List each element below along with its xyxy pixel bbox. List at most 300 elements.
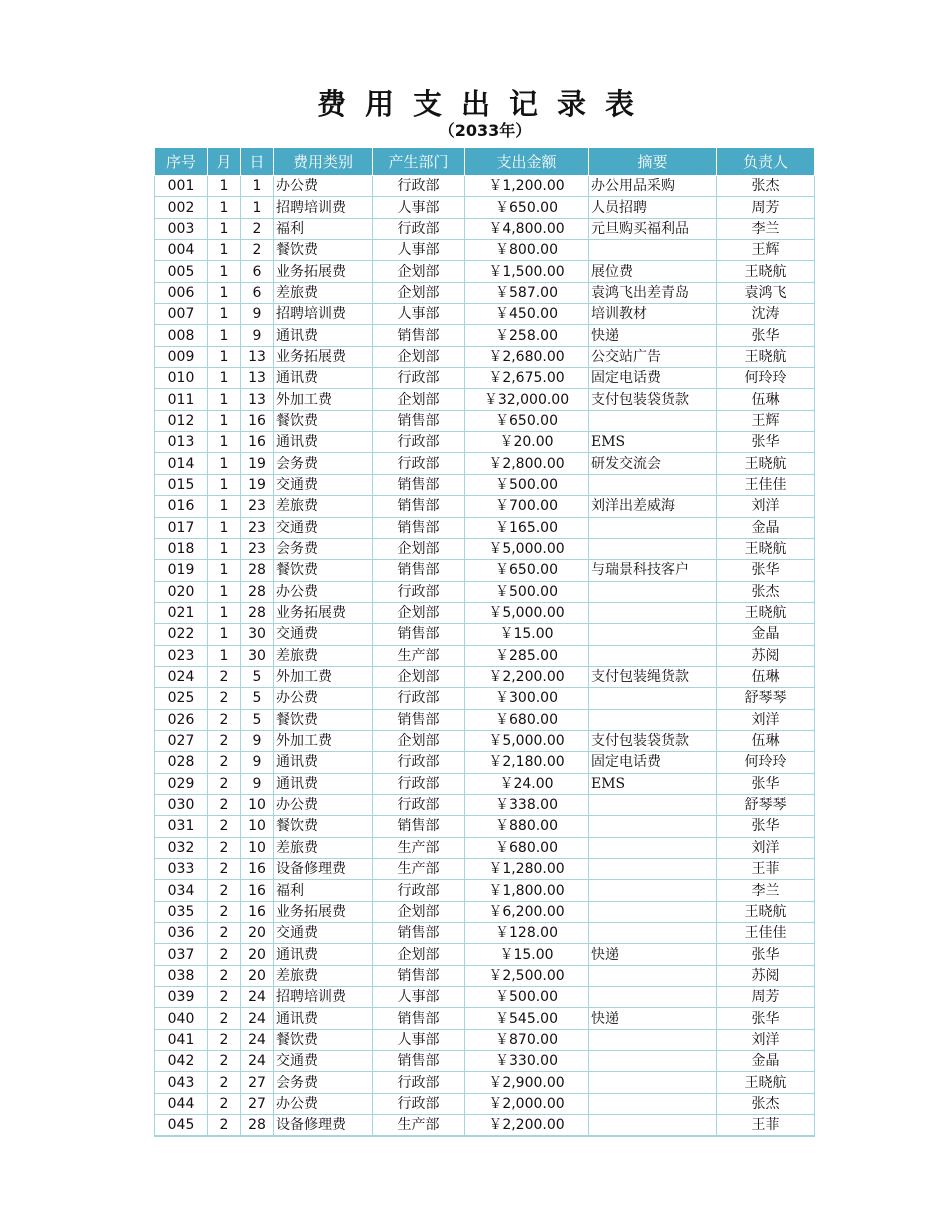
cell-day: 27 <box>241 1093 274 1114</box>
cell-owner: 金晶 <box>717 1051 815 1072</box>
cell-summary: 展位费 <box>589 261 717 282</box>
document-title: 费用支出记录表 <box>316 87 653 121</box>
cell-category: 通讯费 <box>274 944 373 965</box>
cell-day: 10 <box>241 816 274 837</box>
cell-department: 生产部 <box>373 837 465 858</box>
cell-amount: ￥5,000.00 <box>465 538 589 559</box>
cell-day: 2 <box>241 218 274 239</box>
cell-owner: 周芳 <box>717 987 815 1008</box>
table-row <box>155 666 815 687</box>
cell-category: 业务拓展费 <box>274 346 373 367</box>
cell-department: 销售部 <box>373 325 465 346</box>
table-body <box>155 176 815 1137</box>
cell-amount: ￥545.00 <box>465 1008 589 1029</box>
cell-amount: ￥2,200.00 <box>465 666 589 687</box>
cell-index: 020 <box>155 581 208 602</box>
cell-category: 外加工费 <box>274 389 373 410</box>
table-row <box>155 965 815 986</box>
cell-department: 行政部 <box>373 752 465 773</box>
cell-owner: 张杰 <box>717 581 815 602</box>
cell-category: 办公费 <box>274 581 373 602</box>
cell-month: 2 <box>208 666 241 687</box>
cell-amount: ￥5,000.00 <box>465 602 589 623</box>
cell-summary: 支付包装袋货款 <box>589 730 717 751</box>
table-row <box>155 197 815 218</box>
cell-summary <box>589 880 717 901</box>
cell-index: 007 <box>155 304 208 325</box>
table-row <box>155 624 815 645</box>
table-row <box>155 645 815 666</box>
cell-month: 1 <box>208 645 241 666</box>
cell-month: 2 <box>208 730 241 751</box>
cell-index: 001 <box>155 176 208 197</box>
cell-amount: ￥2,000.00 <box>465 1093 589 1114</box>
cell-index: 006 <box>155 282 208 303</box>
table-row <box>155 581 815 602</box>
cell-owner: 伍琳 <box>717 730 815 751</box>
cell-month: 1 <box>208 304 241 325</box>
cell-day: 19 <box>241 474 274 495</box>
table-row <box>155 688 815 709</box>
cell-amount: ￥2,675.00 <box>465 368 589 389</box>
cell-category: 招聘培训费 <box>274 987 373 1008</box>
cell-day: 23 <box>241 538 274 559</box>
cell-department: 人事部 <box>373 304 465 325</box>
cell-category: 业务拓展费 <box>274 901 373 922</box>
cell-summary: 快递 <box>589 325 717 346</box>
cell-month: 1 <box>208 538 241 559</box>
cell-category: 会务费 <box>274 1072 373 1093</box>
cell-month: 2 <box>208 1051 241 1072</box>
cell-owner: 王晓航 <box>717 901 815 922</box>
cell-month: 1 <box>208 218 241 239</box>
cell-amount: ￥2,680.00 <box>465 346 589 367</box>
cell-amount: ￥15.00 <box>465 624 589 645</box>
table-row <box>155 752 815 773</box>
cell-category: 交通费 <box>274 517 373 538</box>
cell-summary: 元旦购买福利品 <box>589 218 717 239</box>
table-row <box>155 1029 815 1050</box>
table-row <box>155 218 815 239</box>
cell-summary <box>589 645 717 666</box>
cell-department: 人事部 <box>373 987 465 1008</box>
cell-day: 6 <box>241 282 274 303</box>
cell-owner: 舒琴琴 <box>717 794 815 815</box>
cell-index: 021 <box>155 602 208 623</box>
cell-owner: 何玲玲 <box>717 368 815 389</box>
cell-day: 28 <box>241 581 274 602</box>
cell-department: 行政部 <box>373 453 465 474</box>
cell-department: 销售部 <box>373 560 465 581</box>
cell-index: 033 <box>155 859 208 880</box>
cell-owner: 王菲 <box>717 1115 815 1137</box>
table-row <box>155 794 815 815</box>
cell-department: 生产部 <box>373 1115 465 1137</box>
cell-day: 23 <box>241 517 274 538</box>
cell-owner: 张华 <box>717 816 815 837</box>
cell-summary <box>589 1051 717 1072</box>
document-subtitle: （2033年） <box>438 121 532 140</box>
table-row <box>155 837 815 858</box>
table-row <box>155 282 815 303</box>
cell-department: 企划部 <box>373 730 465 751</box>
table-row <box>155 773 815 794</box>
cell-month: 2 <box>208 923 241 944</box>
cell-category: 外加工费 <box>274 666 373 687</box>
cell-owner: 舒琴琴 <box>717 688 815 709</box>
cell-index: 028 <box>155 752 208 773</box>
cell-month: 1 <box>208 581 241 602</box>
cell-amount: ￥15.00 <box>465 944 589 965</box>
cell-category: 会务费 <box>274 453 373 474</box>
cell-department: 企划部 <box>373 282 465 303</box>
table-row <box>155 1115 815 1137</box>
cell-owner: 王晓航 <box>717 453 815 474</box>
cell-month: 2 <box>208 1029 241 1050</box>
cell-summary: EMS <box>589 773 717 794</box>
cell-index: 023 <box>155 645 208 666</box>
cell-department: 行政部 <box>373 1093 465 1114</box>
cell-category: 交通费 <box>274 1051 373 1072</box>
cell-summary: 支付包装绳货款 <box>589 666 717 687</box>
cell-index: 010 <box>155 368 208 389</box>
cell-month: 1 <box>208 240 241 261</box>
cell-owner: 张华 <box>717 560 815 581</box>
cell-owner: 伍琳 <box>717 389 815 410</box>
cell-amount: ￥2,200.00 <box>465 1115 589 1137</box>
cell-index: 045 <box>155 1115 208 1137</box>
cell-amount: ￥4,800.00 <box>465 218 589 239</box>
cell-owner: 张杰 <box>717 176 815 197</box>
cell-day: 23 <box>241 496 274 517</box>
cell-day: 24 <box>241 1029 274 1050</box>
cell-department: 行政部 <box>373 581 465 602</box>
cell-owner: 张杰 <box>717 1093 815 1114</box>
cell-owner: 王佳佳 <box>717 923 815 944</box>
table-row <box>155 1008 815 1029</box>
cell-owner: 王晓航 <box>717 261 815 282</box>
table-row <box>155 389 815 410</box>
cell-day: 20 <box>241 944 274 965</box>
cell-department: 销售部 <box>373 474 465 495</box>
cell-amount: ￥285.00 <box>465 645 589 666</box>
cell-day: 9 <box>241 752 274 773</box>
table-row <box>155 730 815 751</box>
cell-day: 24 <box>241 1051 274 1072</box>
cell-category: 差旅费 <box>274 496 373 517</box>
table-row <box>155 1072 815 1093</box>
cell-month: 2 <box>208 987 241 1008</box>
cell-category: 设备修理费 <box>274 859 373 880</box>
cell-summary: 办公用品采购 <box>589 176 717 197</box>
cell-month: 1 <box>208 602 241 623</box>
cell-owner: 周芳 <box>717 197 815 218</box>
cell-department: 行政部 <box>373 880 465 901</box>
cell-category: 差旅费 <box>274 837 373 858</box>
cell-index: 035 <box>155 901 208 922</box>
table-row <box>155 1093 815 1114</box>
cell-amount: ￥6,200.00 <box>465 901 589 922</box>
cell-month: 1 <box>208 368 241 389</box>
cell-category: 交通费 <box>274 923 373 944</box>
cell-index: 031 <box>155 816 208 837</box>
cell-summary <box>589 965 717 986</box>
cell-department: 行政部 <box>373 688 465 709</box>
cell-department: 人事部 <box>373 240 465 261</box>
cell-amount: ￥870.00 <box>465 1029 589 1050</box>
cell-amount: ￥258.00 <box>465 325 589 346</box>
table-row <box>155 987 815 1008</box>
cell-summary <box>589 923 717 944</box>
cell-index: 026 <box>155 709 208 730</box>
cell-summary: 袁鸿飞出差青岛 <box>589 282 717 303</box>
cell-day: 2 <box>241 240 274 261</box>
cell-month: 1 <box>208 346 241 367</box>
cell-amount: ￥32,000.00 <box>465 389 589 410</box>
table-row <box>155 1051 815 1072</box>
table-header <box>155 148 815 176</box>
header-category: 费用类别 <box>274 148 373 176</box>
cell-index: 024 <box>155 666 208 687</box>
cell-amount: ￥500.00 <box>465 474 589 495</box>
cell-index: 014 <box>155 453 208 474</box>
cell-month: 2 <box>208 944 241 965</box>
cell-amount: ￥880.00 <box>465 816 589 837</box>
header-owner: 负责人 <box>717 148 815 176</box>
cell-summary <box>589 474 717 495</box>
cell-category: 福利 <box>274 880 373 901</box>
table-row <box>155 901 815 922</box>
cell-summary: 固定电话费 <box>589 752 717 773</box>
cell-month: 1 <box>208 282 241 303</box>
cell-category: 通讯费 <box>274 325 373 346</box>
cell-day: 9 <box>241 730 274 751</box>
cell-department: 企划部 <box>373 944 465 965</box>
cell-amount: ￥2,800.00 <box>465 453 589 474</box>
cell-month: 2 <box>208 709 241 730</box>
cell-category: 餐饮费 <box>274 560 373 581</box>
cell-index: 030 <box>155 794 208 815</box>
cell-month: 1 <box>208 453 241 474</box>
cell-owner: 王晓航 <box>717 346 815 367</box>
cell-index: 015 <box>155 474 208 495</box>
cell-index: 013 <box>155 432 208 453</box>
cell-day: 30 <box>241 645 274 666</box>
cell-month: 1 <box>208 410 241 431</box>
cell-category: 福利 <box>274 218 373 239</box>
cell-owner: 刘洋 <box>717 496 815 517</box>
cell-month: 2 <box>208 773 241 794</box>
cell-amount: ￥650.00 <box>465 197 589 218</box>
cell-day: 9 <box>241 325 274 346</box>
cell-department: 行政部 <box>373 432 465 453</box>
cell-owner: 张华 <box>717 1008 815 1029</box>
cell-month: 1 <box>208 389 241 410</box>
table-row <box>155 410 815 431</box>
cell-day: 10 <box>241 837 274 858</box>
cell-day: 1 <box>241 197 274 218</box>
cell-index: 005 <box>155 261 208 282</box>
cell-index: 017 <box>155 517 208 538</box>
cell-summary <box>589 602 717 623</box>
cell-amount: ￥680.00 <box>465 709 589 730</box>
table-row <box>155 496 815 517</box>
cell-owner: 张华 <box>717 944 815 965</box>
table-row <box>155 923 815 944</box>
cell-owner: 王菲 <box>717 859 815 880</box>
cell-summary <box>589 1072 717 1093</box>
cell-category: 业务拓展费 <box>274 602 373 623</box>
cell-owner: 沈涛 <box>717 304 815 325</box>
cell-summary <box>589 901 717 922</box>
table-row <box>155 709 815 730</box>
cell-category: 办公费 <box>274 794 373 815</box>
cell-department: 企划部 <box>373 346 465 367</box>
cell-amount: ￥500.00 <box>465 987 589 1008</box>
cell-day: 19 <box>241 453 274 474</box>
cell-index: 008 <box>155 325 208 346</box>
cell-index: 042 <box>155 1051 208 1072</box>
cell-department: 行政部 <box>373 1072 465 1093</box>
cell-summary: 快递 <box>589 944 717 965</box>
table-row <box>155 880 815 901</box>
cell-amount: ￥1,500.00 <box>465 261 589 282</box>
cell-summary <box>589 794 717 815</box>
cell-category: 办公费 <box>274 176 373 197</box>
cell-day: 16 <box>241 410 274 431</box>
header-month: 月 <box>208 148 241 176</box>
cell-department: 销售部 <box>373 1051 465 1072</box>
cell-department: 销售部 <box>373 965 465 986</box>
cell-day: 24 <box>241 987 274 1008</box>
header-summary: 摘要 <box>589 148 717 176</box>
cell-category: 通讯费 <box>274 1008 373 1029</box>
cell-category: 差旅费 <box>274 965 373 986</box>
cell-department: 企划部 <box>373 389 465 410</box>
cell-amount: ￥1,280.00 <box>465 859 589 880</box>
cell-summary: 研发交流会 <box>589 453 717 474</box>
cell-amount: ￥330.00 <box>465 1051 589 1072</box>
cell-department: 企划部 <box>373 261 465 282</box>
cell-amount: ￥24.00 <box>465 773 589 794</box>
cell-owner: 李兰 <box>717 218 815 239</box>
cell-amount: ￥1,200.00 <box>465 176 589 197</box>
cell-amount: ￥2,180.00 <box>465 752 589 773</box>
cell-department: 企划部 <box>373 901 465 922</box>
cell-owner: 王晓航 <box>717 602 815 623</box>
header-day: 日 <box>241 148 274 176</box>
cell-amount: ￥5,000.00 <box>465 730 589 751</box>
cell-summary: 培训教材 <box>589 304 717 325</box>
cell-owner: 伍琳 <box>717 666 815 687</box>
cell-day: 1 <box>241 176 274 197</box>
cell-month: 1 <box>208 474 241 495</box>
cell-summary <box>589 837 717 858</box>
cell-summary: 快递 <box>589 1008 717 1029</box>
cell-department: 生产部 <box>373 645 465 666</box>
cell-category: 招聘培训费 <box>274 304 373 325</box>
cell-amount: ￥650.00 <box>465 560 589 581</box>
cell-index: 003 <box>155 218 208 239</box>
cell-month: 2 <box>208 837 241 858</box>
cell-month: 1 <box>208 560 241 581</box>
cell-index: 039 <box>155 987 208 1008</box>
cell-index: 044 <box>155 1093 208 1114</box>
cell-month: 2 <box>208 752 241 773</box>
cell-amount: ￥587.00 <box>465 282 589 303</box>
cell-index: 038 <box>155 965 208 986</box>
cell-day: 28 <box>241 602 274 623</box>
table-row <box>155 560 815 581</box>
cell-month: 2 <box>208 901 241 922</box>
cell-index: 009 <box>155 346 208 367</box>
table-row <box>155 517 815 538</box>
table-row <box>155 944 815 965</box>
cell-month: 1 <box>208 261 241 282</box>
cell-category: 外加工费 <box>274 730 373 751</box>
table-row <box>155 859 815 880</box>
cell-amount: ￥650.00 <box>465 410 589 431</box>
cell-month: 2 <box>208 794 241 815</box>
cell-month: 1 <box>208 432 241 453</box>
cell-amount: ￥450.00 <box>465 304 589 325</box>
header-department: 产生部门 <box>373 148 465 176</box>
cell-owner: 苏阅 <box>717 645 815 666</box>
cell-owner: 王佳佳 <box>717 474 815 495</box>
cell-amount: ￥800.00 <box>465 240 589 261</box>
cell-category: 差旅费 <box>274 282 373 303</box>
cell-index: 016 <box>155 496 208 517</box>
cell-department: 销售部 <box>373 816 465 837</box>
cell-category: 办公费 <box>274 1093 373 1114</box>
cell-amount: ￥300.00 <box>465 688 589 709</box>
cell-day: 28 <box>241 1115 274 1137</box>
cell-index: 040 <box>155 1008 208 1029</box>
cell-day: 6 <box>241 261 274 282</box>
cell-month: 2 <box>208 965 241 986</box>
cell-owner: 刘洋 <box>717 837 815 858</box>
cell-month: 2 <box>208 688 241 709</box>
cell-day: 30 <box>241 624 274 645</box>
cell-day: 13 <box>241 368 274 389</box>
cell-day: 13 <box>241 389 274 410</box>
cell-owner: 金晶 <box>717 624 815 645</box>
cell-category: 通讯费 <box>274 773 373 794</box>
cell-department: 行政部 <box>373 794 465 815</box>
cell-day: 16 <box>241 859 274 880</box>
cell-index: 025 <box>155 688 208 709</box>
cell-category: 办公费 <box>274 688 373 709</box>
cell-day: 13 <box>241 346 274 367</box>
cell-owner: 张华 <box>717 432 815 453</box>
cell-summary <box>589 1093 717 1114</box>
cell-owner: 苏阅 <box>717 965 815 986</box>
cell-owner: 张华 <box>717 773 815 794</box>
cell-department: 销售部 <box>373 709 465 730</box>
cell-month: 1 <box>208 624 241 645</box>
table-row <box>155 240 815 261</box>
cell-category: 交通费 <box>274 474 373 495</box>
cell-summary: 与瑞景科技客户 <box>589 560 717 581</box>
cell-category: 餐饮费 <box>274 1029 373 1050</box>
cell-owner: 刘洋 <box>717 1029 815 1050</box>
cell-month: 1 <box>208 197 241 218</box>
cell-day: 5 <box>241 666 274 687</box>
cell-amount: ￥700.00 <box>465 496 589 517</box>
cell-owner: 金晶 <box>717 517 815 538</box>
cell-day: 9 <box>241 304 274 325</box>
cell-month: 1 <box>208 517 241 538</box>
